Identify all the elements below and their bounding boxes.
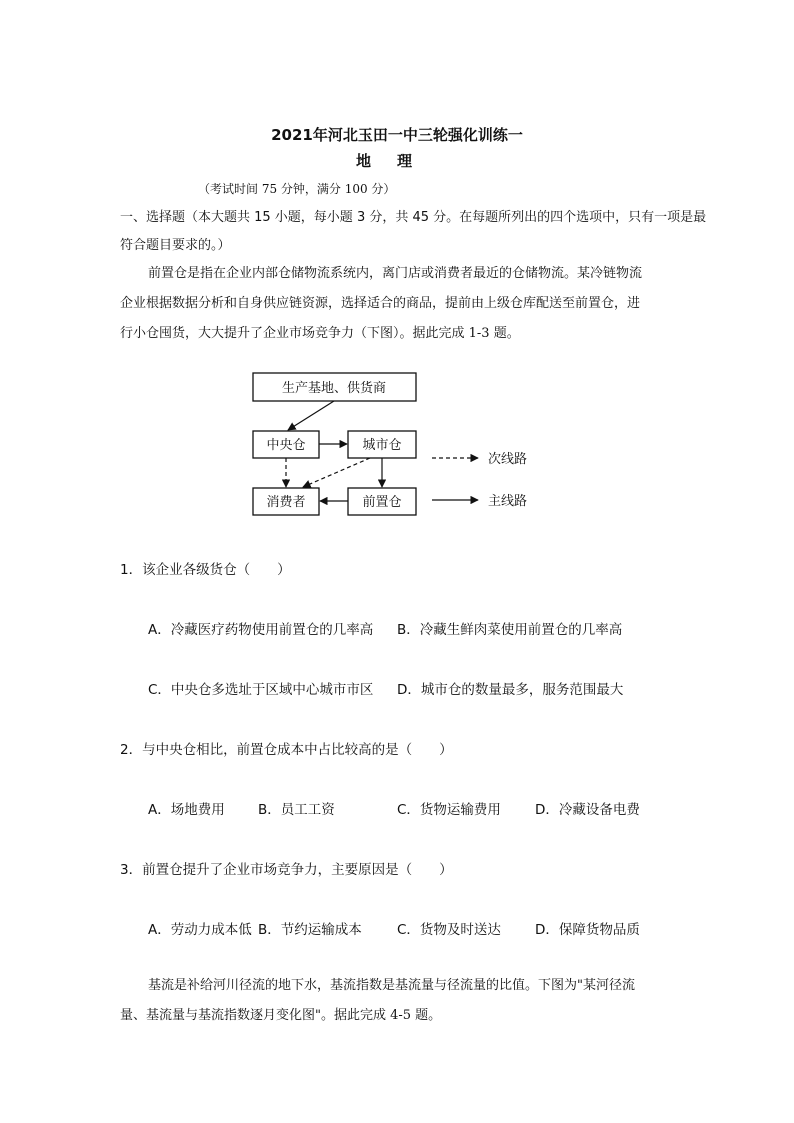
dashed-arrow-city-to-consumer <box>303 458 370 487</box>
question-1-option-c: C．中央仓多选址于区域中心城市市区 <box>148 682 374 698</box>
question-1-option-b: B．冷藏生鲜肉菜使用前置仓的几率高 <box>397 622 623 638</box>
page-title: 2021年河北玉田一中三轮强化训练一 <box>271 126 523 144</box>
question-2-option-c: C．货物运输费用 <box>397 802 501 818</box>
question-2-option-a: A．场地费用 <box>148 802 225 818</box>
question-3-option-d: D．保障货物品质 <box>535 922 640 938</box>
question-2-option-b: B．员工工资 <box>258 802 335 818</box>
legend-main-label: 主线路 <box>488 494 528 509</box>
passage1-line2: 企业根据数据分析和自身供应链资源，选择适合的商品，提前由上级仓库配送至前置仓，进 <box>120 296 641 311</box>
question-3-option-b: B．节约运输成本 <box>258 922 362 938</box>
question-3-option-c: C．货物及时送达 <box>397 922 501 938</box>
question-2-option-d: D．冷藏设备电费 <box>535 802 640 818</box>
section-instructions-line1: 一、选择题（本大题共 15 小题，每小题 3 分，共 45 分。在每题所列出的四个选项中，只有一项是最 <box>120 210 707 225</box>
supplier-label: 生产基地、供货商 <box>281 381 387 396</box>
passage1-line1: 前置仓是指在企业内部仓储物流系统内，离门店或消费者最近的仓储物流。某冷链物流 <box>148 266 643 281</box>
section-instructions-line2: 符合题目要求的。） <box>120 238 231 253</box>
question-1-option-d: D．城市仓的数量最多，服务范围最大 <box>397 682 624 698</box>
question-2-stem: 2．与中央仓相比，前置仓成本中占比较高的是（ ） <box>120 742 453 758</box>
passage1-line3: 行小仓囤货，大大提升了企业市场竞争力（下图）。据此完成 1-3 题。 <box>120 326 520 341</box>
front-warehouse-label: 前置仓 <box>362 495 402 510</box>
question-1-stem: 1．该企业各级货仓（ ） <box>120 562 291 578</box>
city-warehouse-label: 城市仓 <box>362 438 402 453</box>
question-3-option-a: A．劳动力成本低 <box>148 922 252 938</box>
passage2-line2: 量、基流量与基流指数逐月变化图"。据此完成 4-5 题。 <box>120 1008 442 1023</box>
consumer-label: 消费者 <box>266 495 306 510</box>
subject-title: 地理 <box>355 152 438 170</box>
question-1-option-a: A．冷藏医疗药物使用前置仓的几率高 <box>148 622 374 638</box>
question-3-stem: 3．前置仓提升了企业市场竞争力，主要原因是（ ） <box>120 862 453 878</box>
exam-time-info: （考试时间 75 分钟，满分 100 分） <box>198 182 396 196</box>
central-warehouse-label: 中央仓 <box>266 438 306 453</box>
legend-secondary-label: 次线路 <box>488 452 528 467</box>
passage2-line1: 基流是补给河川径流的地下水，基流指数是基流量与径流量的比值。下图为"某河径流 <box>148 978 635 993</box>
arrow-supplier-to-central <box>288 401 334 430</box>
